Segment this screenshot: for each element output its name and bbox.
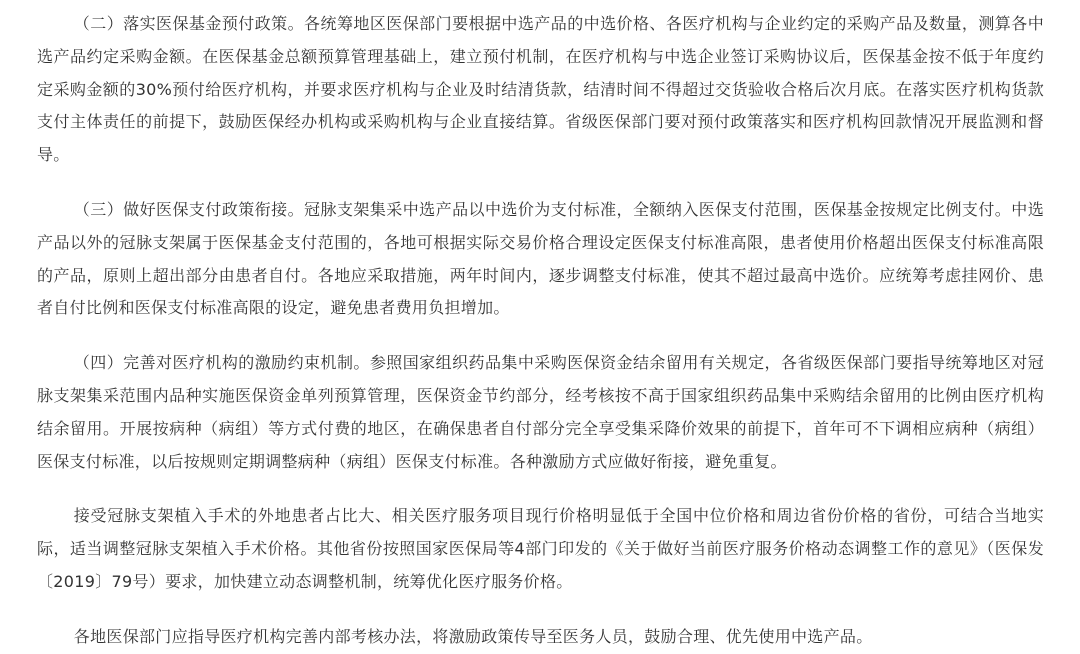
paragraph-incentive-mechanism: （四）完善对医疗机构的激励约束机制。参照国家组织药品集中采购医保资金结余留用有关规定，各省级医保部门要指导统筹地区对冠脉支架集采范围内品种实施医保资金单列预算管理，医保资金节约部分，经考核按不高于国家组织药品集中采购结余留用的比例由医疗机构结余留用。开展按病种（病组）等方式付费的地区，在确保患者自付部分完全享受集采降价效果的前提下，首年可不下调相应病种（病组）医保支付标准，以后按规则定期调整病种（病组）医保支付标准。各种激励方式应做好衔接，避免重复。	[37, 353, 1044, 471]
paragraph-advance-payment: （二）落实医保基金预付政策。各统筹地区医保部门要根据中选产品的中选价格、各医疗机构与企业约定的采购产品及数量，测算各中选产品约定采购金额。在医保基金总额预算管理基础上，建立预付机制，在医疗机构与中选企业签订采购协议后，医保基金按不低于年度约定采购金额的30%预付给医疗机构，并要求医疗机构与企业及时结清货款，结清时间不得超过交货验收合格后次月底。在落实医疗机构货款支付主体责任的前提下，鼓励医保经办机构或采购机构与企业直接结算。省级医保部门要对预付政策落实和医疗机构回款情况开展监测和督导。	[37, 14, 1044, 165]
paragraph-internal-assessment: 各地医保部门应指导医疗机构完善内部考核办法，将激励政策传导至医务人员，鼓励合理、优先使用中选产品。	[73, 626, 873, 646]
paragraph-surgery-price: 接受冠脉支架植入手术的外地患者占比大、相关医疗服务项目现行价格明显低于全国中位价格和周边省份价格的省份，可结合当地实际，适当调整冠脉支架植入手术价格。其他省份按照国家医保局等4部门印发的《关于做好当前医疗服务价格动态调整工作的意见》（医保发〔2019〕79号）要求，加快建立动态调整机制，统筹优化医疗服务价格。	[37, 506, 1044, 591]
paragraph-payment-standard: （三）做好医保支付政策衔接。冠脉支架集采中选产品以中选价为支付标准，全额纳入医保支付范围，医保基金按规定比例支付。中选产品以外的冠脉支架属于医保基金支付范围的，各地可根据实际交易价格合理设定医保支付标准高限，患者使用价格超出医保支付标准高限的产品，原则上超出部分由患者自付。各地应采取措施，两年时间内，逐步调整支付标准，使其不超过最高中选价。应统筹考虑挂网价、患者自付比例和医保支付标准高限的设定，避免患者费用负担增加。	[37, 199, 1044, 318]
